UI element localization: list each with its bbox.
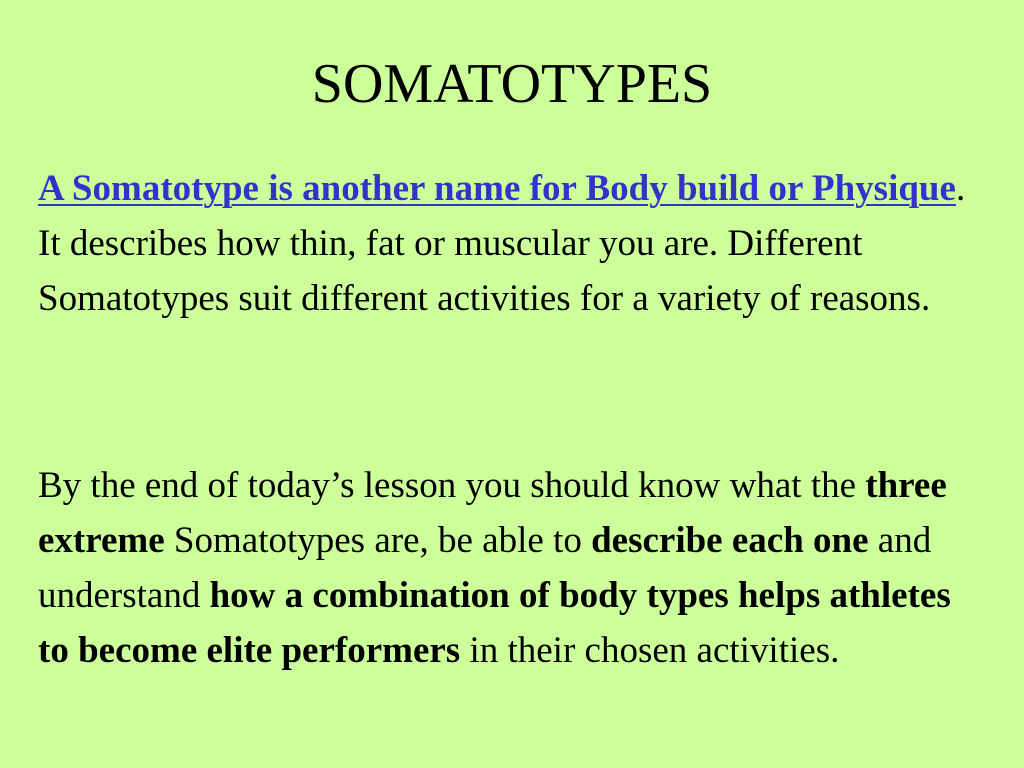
somatotype-definition-link[interactable]: A Somatotype is another name for Body build or Physique: [38, 168, 956, 209]
objectives-text-4: in their chosen activities.: [460, 630, 840, 671]
objectives-bold-combination: how a combination of body types helps athletes to become elite performers: [38, 575, 951, 671]
objectives-bold-three-extreme: three extreme: [38, 465, 947, 561]
objectives-paragraph: [38, 458, 988, 678]
objectives-bold-describe: describe each one: [591, 520, 869, 561]
slide-title: SOMATOTYPES: [311, 53, 713, 115]
definition-text: . It describes how thin, fat or muscular you are. Different Somatotypes suit different activities for a variety of reasons.: [38, 168, 966, 319]
definition-paragraph: [38, 161, 988, 326]
objectives-text-1: By the end of today’s lesson you should know what the: [38, 465, 866, 506]
objectives-text-2: Somatotypes are, be able to: [164, 520, 592, 561]
objectives-text-3: and understand: [38, 520, 932, 616]
